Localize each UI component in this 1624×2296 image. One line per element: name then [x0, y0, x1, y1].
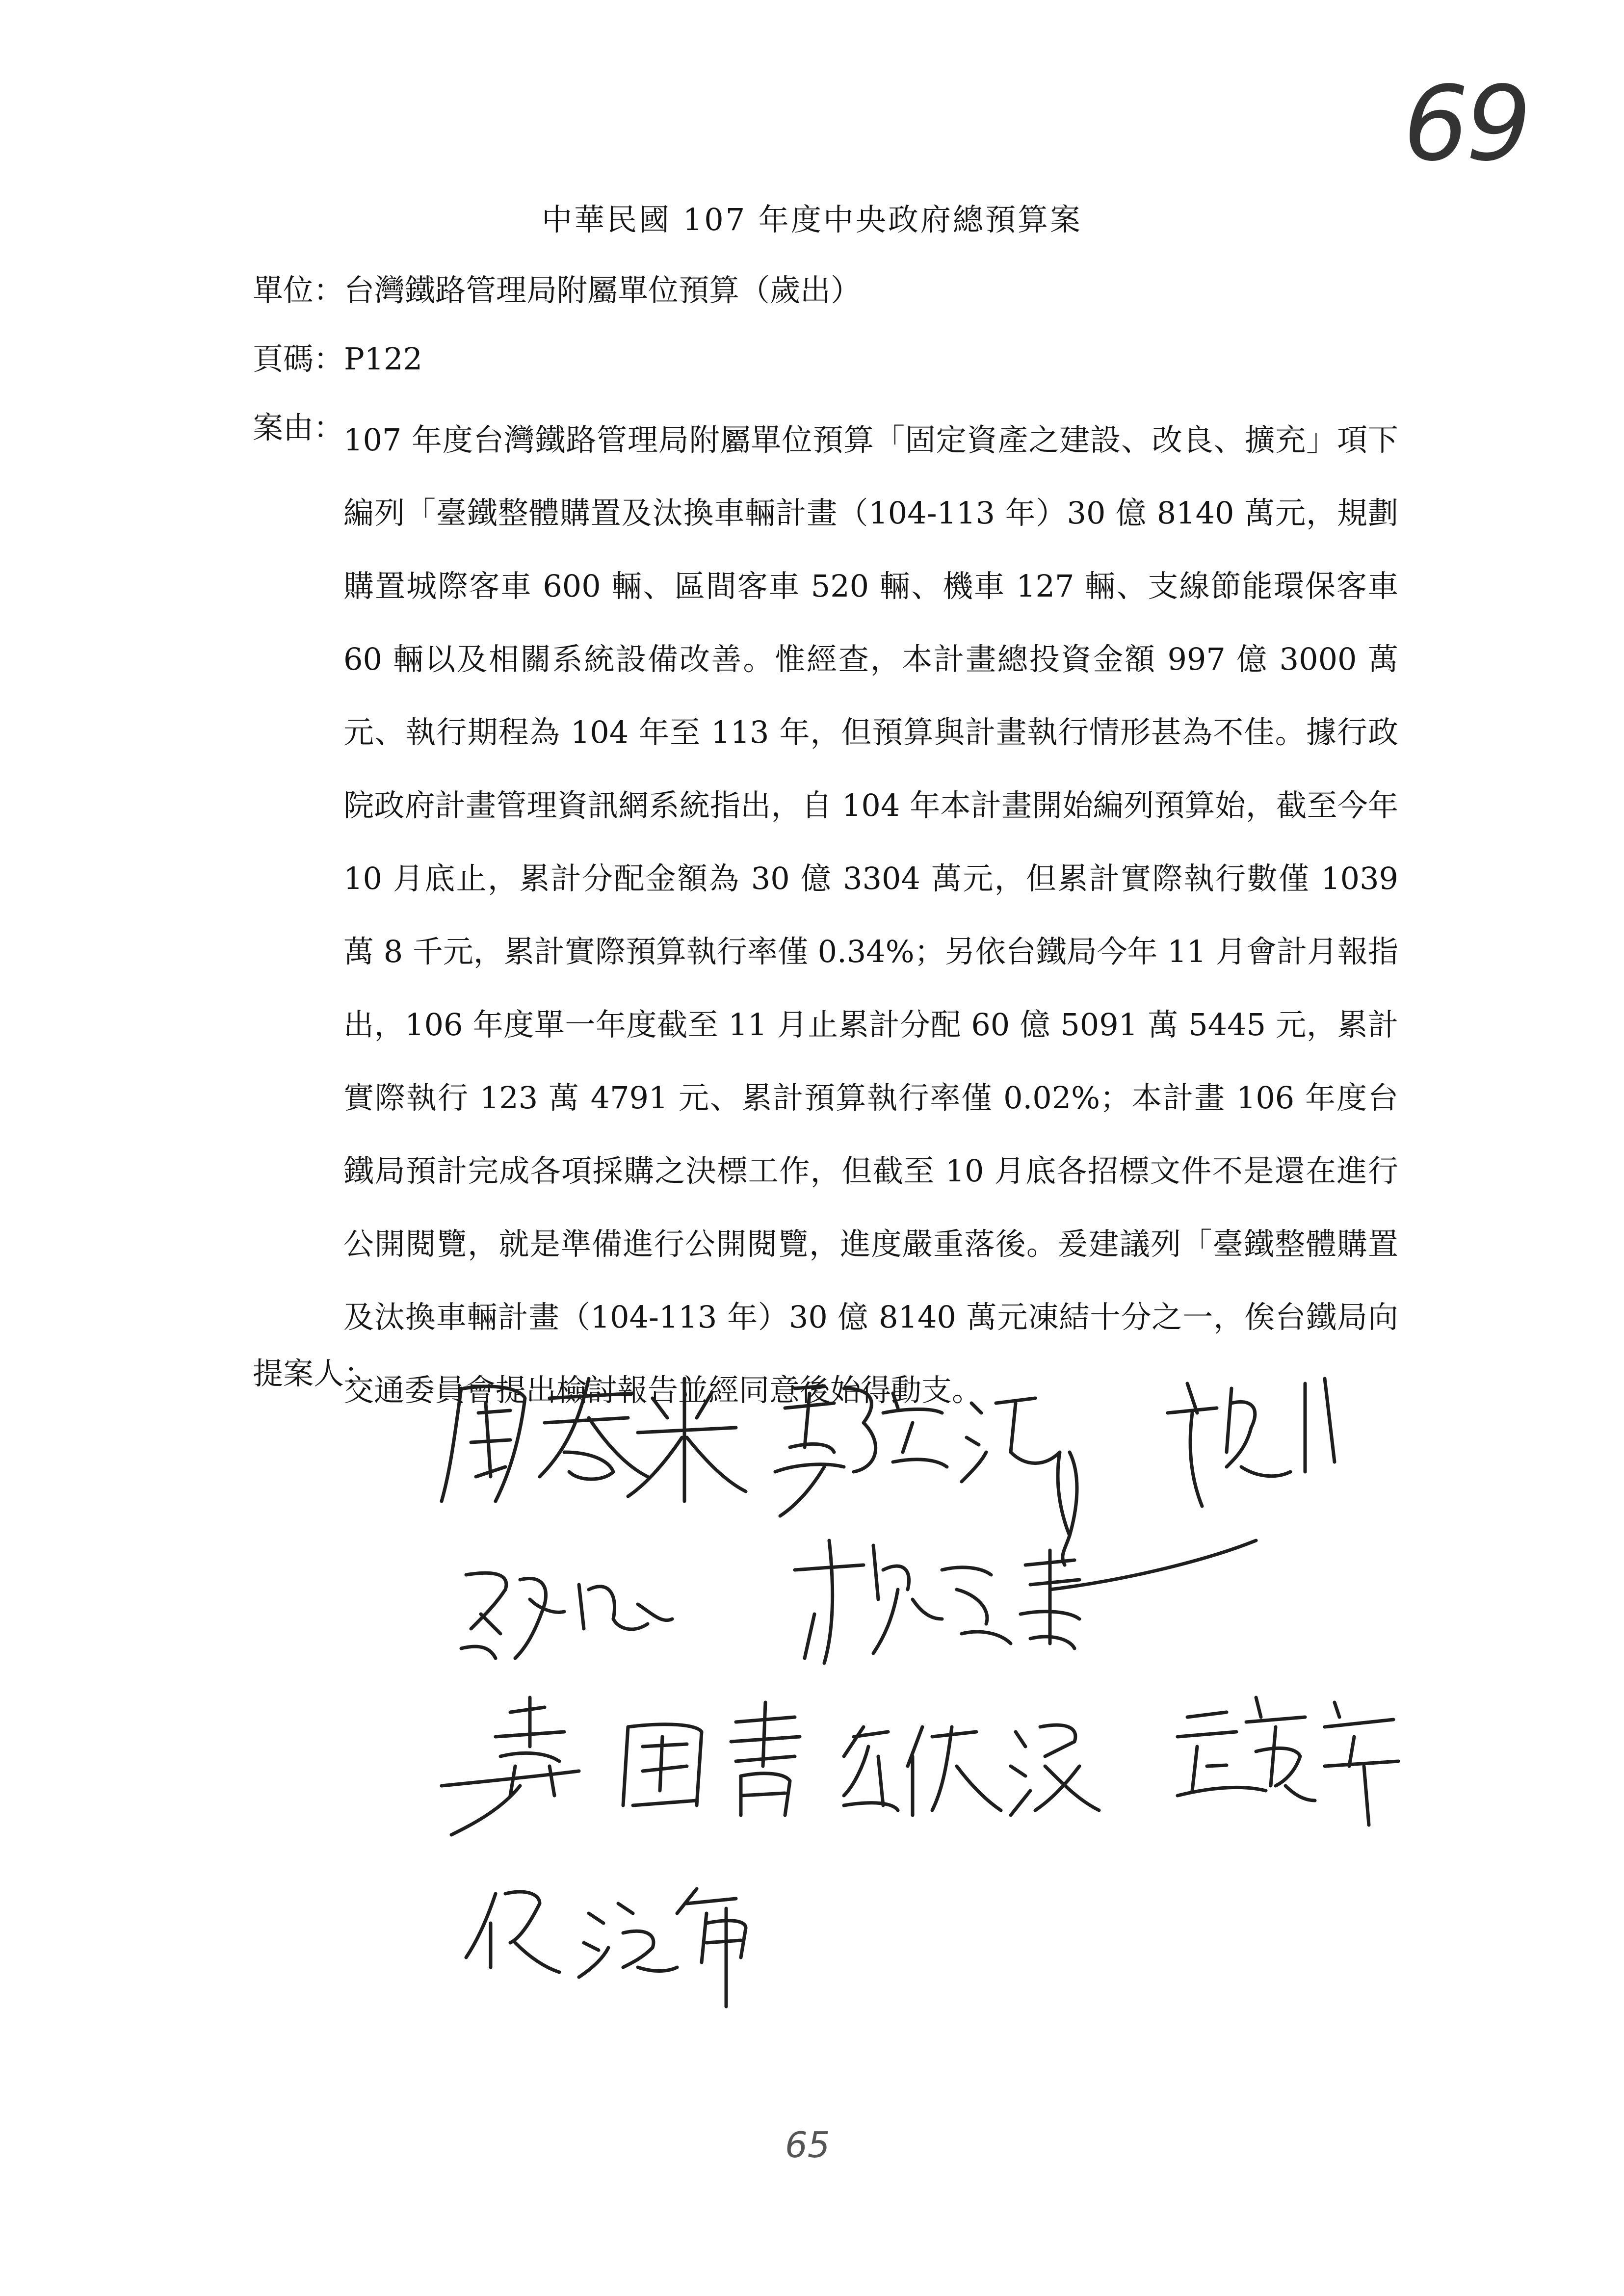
signature-5 [795, 1452, 1256, 1663]
signature-7 [844, 1725, 1099, 1815]
signature-6 [442, 1697, 800, 1835]
document-title: 中華民國 107 年度中央政府總預算案 [542, 202, 1082, 237]
signature-2 [775, 1386, 1070, 1536]
signature-4 [461, 1573, 672, 1658]
signature-3 [1168, 1379, 1335, 1506]
case-label: 案由： [253, 410, 344, 445]
signature-1 [442, 1379, 746, 1501]
page-line: 頁碼：P122 [253, 341, 423, 377]
signature-8 [1178, 1697, 1398, 1825]
page-footer-number: 65 [785, 2124, 830, 2166]
case-text: 107 年度台灣鐵路管理局附屬單位預算「固定資產之建設、改良、擴充」項下編列「臺鐵整體購置及汰換車輛計畫（104-113 年）30 億 8140 萬元，規劃購置城際客車 600 輛、區間客車 520 輛、機車 127 輛、支線節能環保客車 60 輛以及相關系統設備改善。惟經查，本計畫總投資金額 997 億 3000 萬元、執行期程為 104 年至 113 年，但預算與計畫執行情形甚為不佳。據行政院政府計畫管理資訊網系統指出，自 104 年本計畫開始編列預算始，截至今年 10 月底止，累計分配金額為 30 億 3304 萬元，但累計實際執行數僅 1039 萬 8 千元，累計實際預算執行率僅 0.34%；另依台鐵局今年 11 月會計月報指出，106 年度單一年度截至 11 月止累計分配 60 億 5091 萬 5445 元，累計實際執行 123 萬 4791 元、累計預算執行率僅 0.02%；本計畫 106 年度台鐵局預計完成各項採購之決標工作，但截至 10 月底各招標文件不是還在進行公開閱覽，就是準備進行公開閱覽，進度嚴重落後。爰建議列「臺鐵整體購置及汰換車輛計畫（104-113 年）30 億 8140 萬元凍結十分之一，俟台鐵局向交通委員會提出檢討報告並經同意後始得動支。 [343, 422, 1398, 1408]
proposer-label: 提案人： [253, 1356, 375, 1391]
unit-line: 單位：台灣鐵路管理局附屬單位預算（歲出） [253, 272, 862, 308]
signature-9 [466, 1889, 746, 2007]
handwritten-page-number: 69 [1403, 64, 1529, 184]
